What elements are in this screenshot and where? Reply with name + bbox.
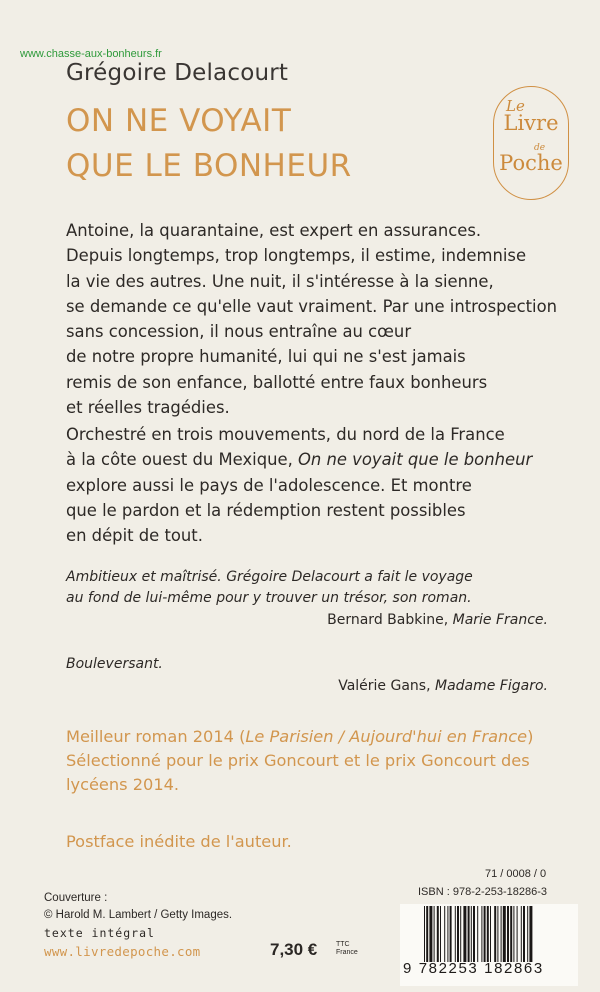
barcode-digits: 9 782253 182863 [403, 960, 544, 977]
text-line [66, 447, 532, 472]
text-line: Depuis longtemps, trop longtemps, il estime, indemnise [66, 246, 527, 266]
press-quote-2-attribution [338, 676, 548, 697]
internal-code: 71 / 0008 / 0 [485, 868, 547, 880]
price: 7,30 € [270, 940, 318, 959]
quote-line: Ambitieux et maîtrisé. Grégoire Delacourt a fait le voyage [66, 569, 473, 585]
quote-author: Valérie Gans, [338, 678, 431, 694]
watermark-text: www.chasse-aux-bonheurs.fr [20, 48, 162, 60]
text-line: que le pardon et la rédemption restent possibles [66, 500, 466, 520]
cover-label: Couverture : [44, 892, 108, 904]
title-reference: On ne voyait que le bonheur [298, 450, 533, 470]
logo-de: de [534, 143, 546, 153]
text-line: sans concession, il nous entraîne au cœur [66, 322, 412, 342]
barcode-icon [424, 906, 570, 962]
publisher-logo [493, 86, 569, 200]
award-text [66, 725, 533, 797]
logo-le: Le [506, 97, 525, 115]
summary-paragraph-2 [66, 422, 532, 548]
text-line: en dépit de tout. [66, 526, 203, 546]
logo-poche: Poche [499, 151, 563, 175]
text-line: Orchestré en trois mouvements, du nord de la France [66, 425, 505, 444]
logo-livre: Livre [503, 111, 559, 135]
quote-source: Marie France. [452, 612, 548, 628]
price-tax-note: TTC France [336, 941, 358, 956]
press-quote-1-attribution [327, 610, 548, 631]
author-name: Grégoire Delacourt [66, 60, 289, 86]
award-line: lycéens 2014. [66, 775, 180, 794]
quote-source: Madame Figaro. [434, 678, 548, 694]
quote-author: Bernard Babkine, [327, 612, 449, 628]
award-line: Meilleur roman 2014 (Le Parisien / Aujourd'hui en France) [66, 727, 534, 746]
press-quote-1 [66, 567, 473, 609]
postface-note: Postface inédite de l'auteur. [66, 832, 292, 851]
cover-credit: © Harold M. Lambert / Getty Images. [44, 909, 233, 921]
integral-text-label: texte intégral [44, 926, 155, 940]
isbn: ISBN : 978-2-253-18286-3 [418, 886, 548, 898]
text-line: explore aussi le pays de l'adolescence. Et montre [66, 475, 472, 495]
text-line: remis de son enfance, ballotté entre faux bonheurs [66, 372, 488, 392]
text-line: de notre propre humanité, lui qui ne s'est jamais [66, 347, 466, 367]
quote-line: au fond de lui-même pour y trouver un trésor, son roman. [66, 590, 472, 606]
press-quote-2: Bouleversant. [66, 656, 163, 672]
text-line: et réelles tragédies. [66, 398, 230, 418]
text-line: la vie des autres. Une nuit, il s'intéresse à la sienne, [66, 271, 494, 291]
publisher-website: www.livredepoche.com [44, 944, 201, 959]
award-line: Sélectionné pour le prix Goncourt et le prix Goncourt des [66, 751, 530, 770]
summary-paragraph-1 [66, 218, 557, 420]
book-title-line-2: QUE LE BONHEUR [66, 148, 352, 184]
text-segment: à la côte ouest du Mexique, [66, 450, 298, 470]
book-title-line-1: ON NE VOYAIT [66, 103, 292, 139]
text-line: Antoine, la quarantaine, est expert en assurances. [66, 221, 482, 240]
text-line: se demande ce qu'elle vaut vraiment. Par une introspection [66, 296, 558, 316]
